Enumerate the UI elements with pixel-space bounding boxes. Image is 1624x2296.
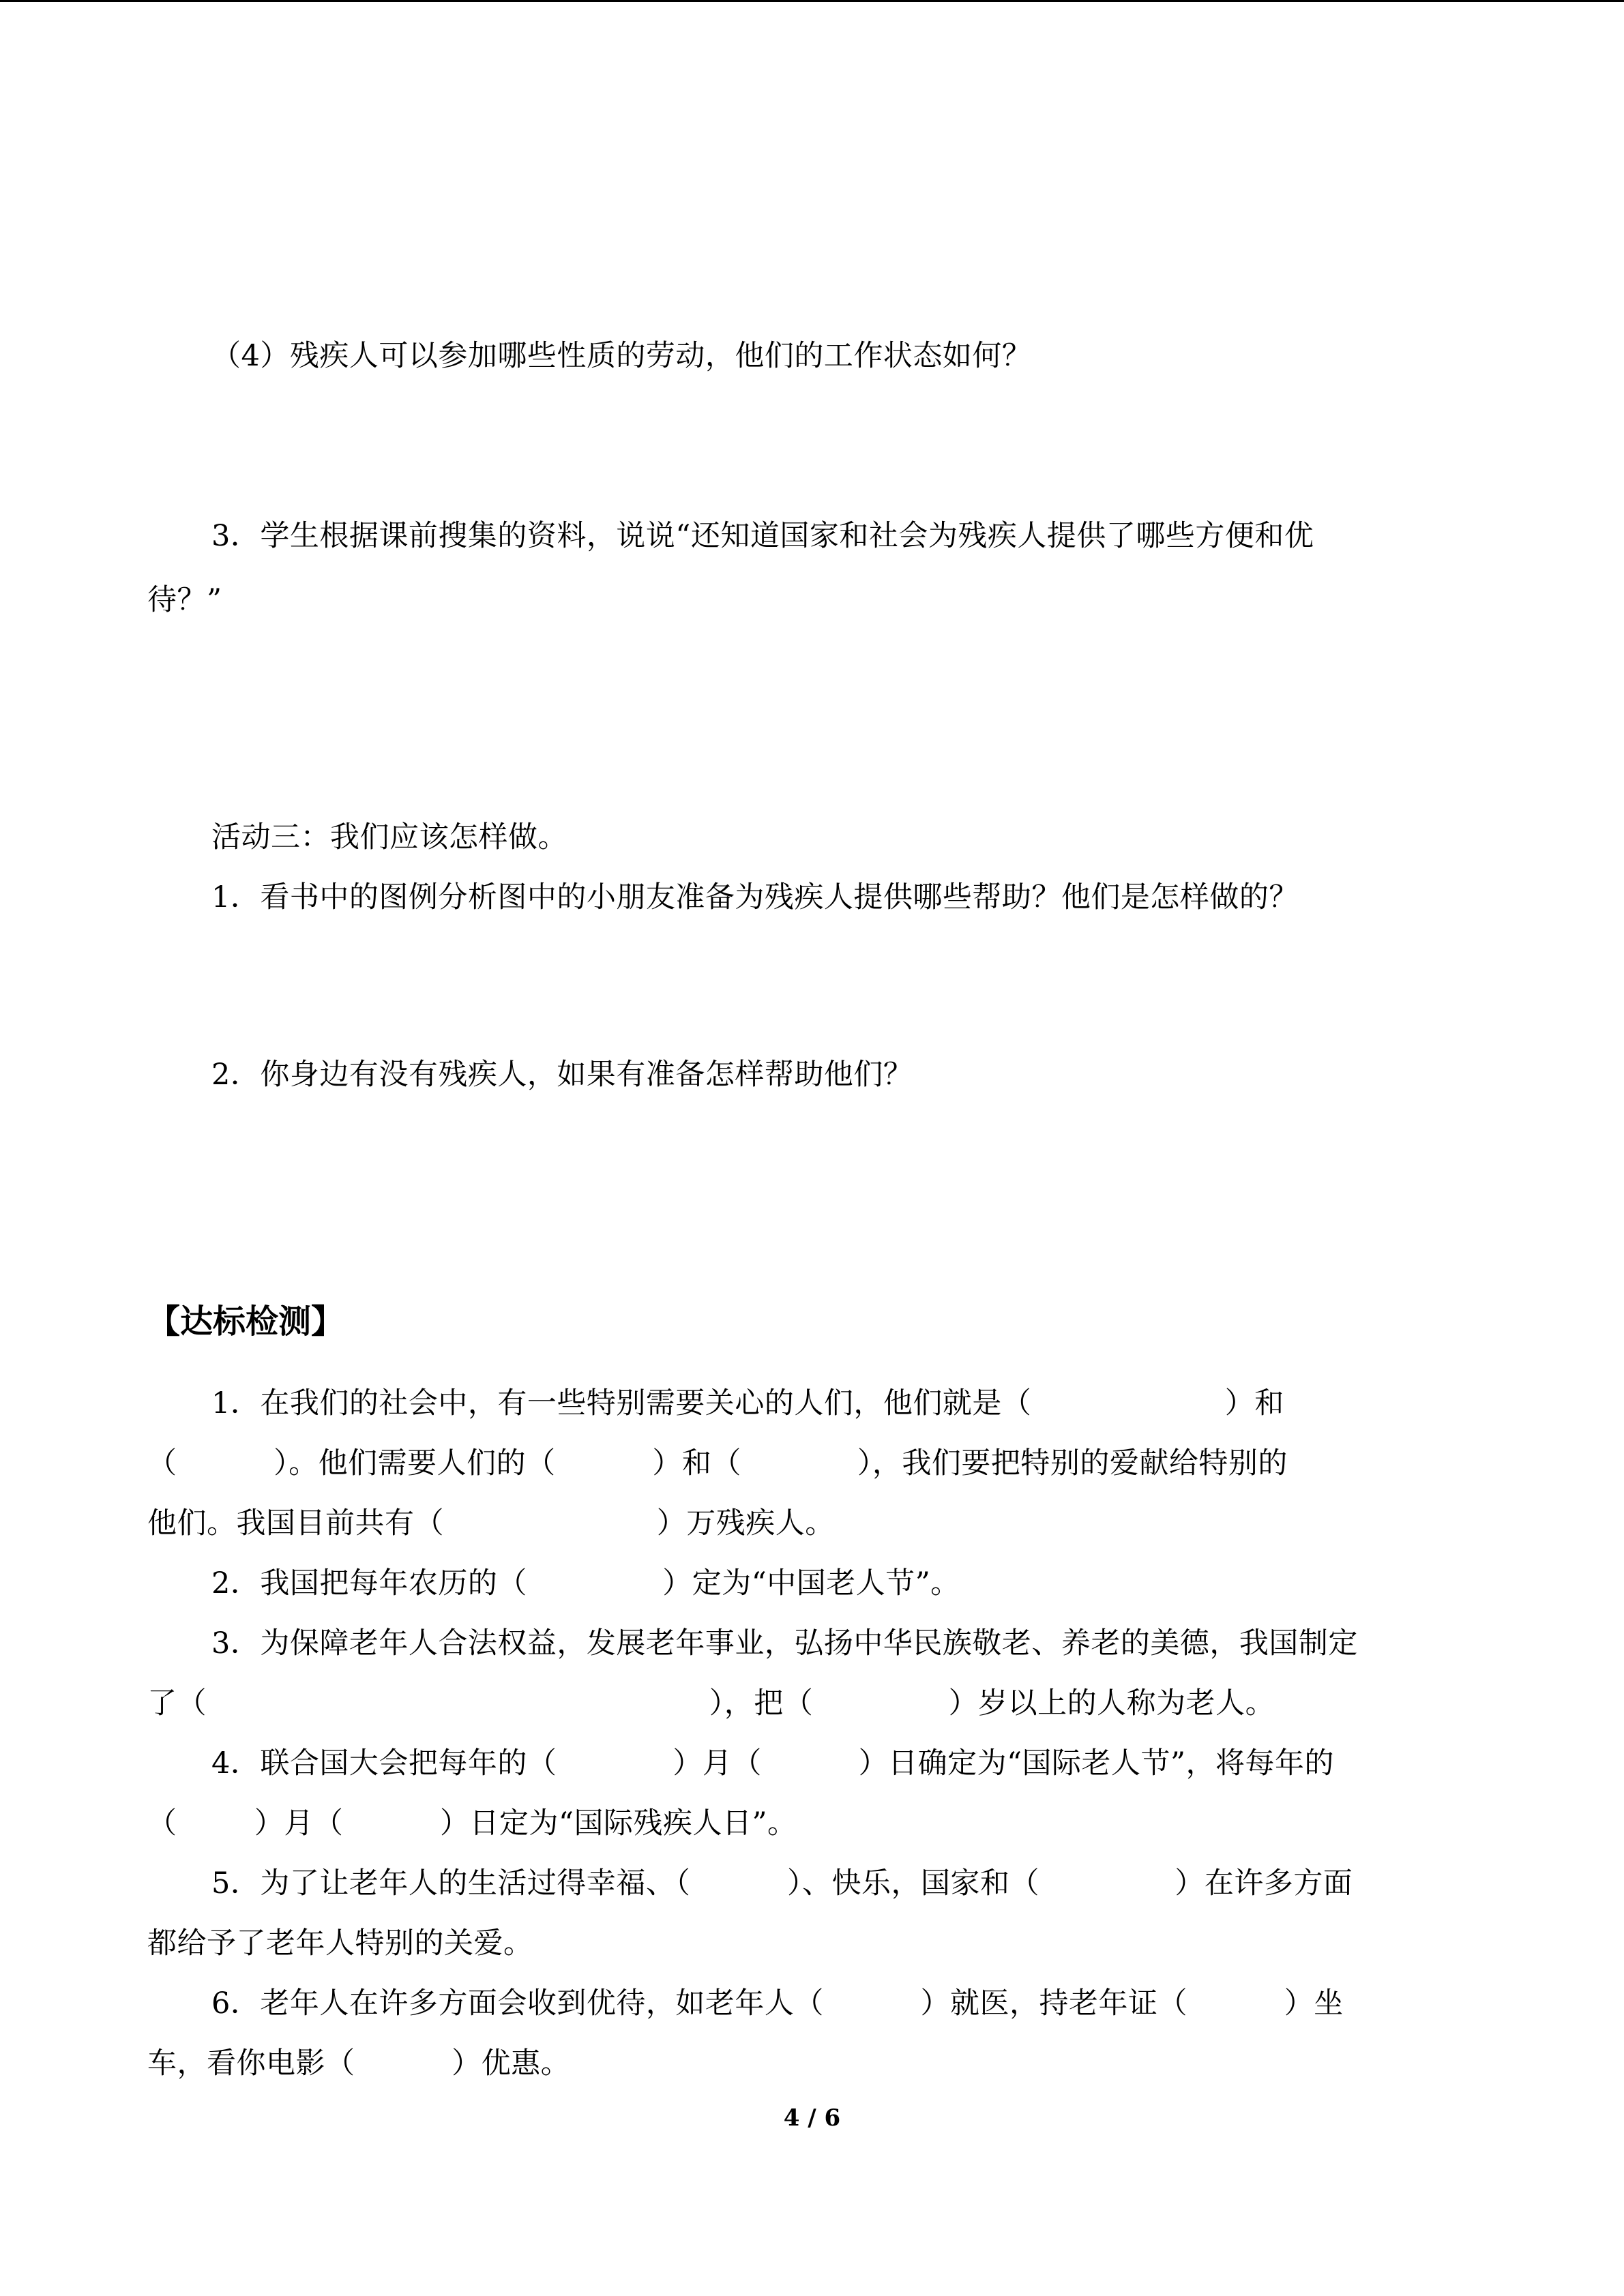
assessment-item-5-line2: 都给予了老年人特别的关爱。 [147, 1926, 533, 1960]
assessment-item-1-line3: 他们。我国目前共有（ ）万残疾人。 [147, 1506, 835, 1540]
page-number: 4 / 6 [783, 2104, 841, 2132]
assessment-item-5-line1: 5．为了让老年人的生活过得幸福、（ ）、快乐，国家和（ ）在许多方面 [211, 1866, 1353, 1900]
activity3-question-2: 2．你身边有没有残疾人，如果有准备怎样帮助他们？ [211, 1058, 913, 1092]
assessment-item-3-line1: 3．为保障老年人合法权益，发展老年事业，弘扬中华民族敬老、养老的美德，我国制定 [211, 1626, 1358, 1660]
assessment-item-4-line1: 4．联合国大会把每年的（ ）月（ ）日确定为“国际老人节”，将每年的 [211, 1746, 1335, 1780]
assessment-item-2: 2．我国把每年农历的（ ）定为“中国老人节”。 [211, 1566, 960, 1600]
activity3-title: 活动三：我们应该怎样做。 [211, 820, 567, 854]
activity3-question-1: 1．看书中的图例分析图中的小朋友准备为残疾人提供哪些帮助？他们是怎样做的？ [211, 880, 1299, 914]
assessment-heading: 【达标检测】 [147, 1302, 344, 1341]
activity2-question-3-line2: 待？” [147, 583, 222, 617]
assessment-item-4-line2: （ ）月（ ）日定为“国际残疾人日”。 [147, 1806, 797, 1840]
assessment-item-3-line2: 了（ ），把（ ）岁以上的人称为老人。 [147, 1686, 1275, 1720]
assessment-item-1-line2: （ ）。他们需要人们的（ ）和（ ），我们要把特别的爱献给特别的 [147, 1446, 1288, 1480]
assessment-item-6-line2: 车，看你电影（ ）优惠。 [147, 2046, 571, 2081]
activity2-question-3-line1: 3．学生根据课前搜集的资料，说说“还知道国家和社会为残疾人提供了哪些方便和优 [211, 519, 1314, 553]
assessment-item-1-line1: 1．在我们的社会中，有一些特别需要关心的人们，他们就是（ ）和 [211, 1386, 1284, 1420]
activity2-question-4: （4）残疾人可以参加哪些性质的劳动，他们的工作状态如何？ [211, 339, 1032, 373]
assessment-item-6-line1: 6．老年人在许多方面会收到优待，如老年人（ ）就医，持老年证（ ）坐 [211, 1986, 1344, 2021]
